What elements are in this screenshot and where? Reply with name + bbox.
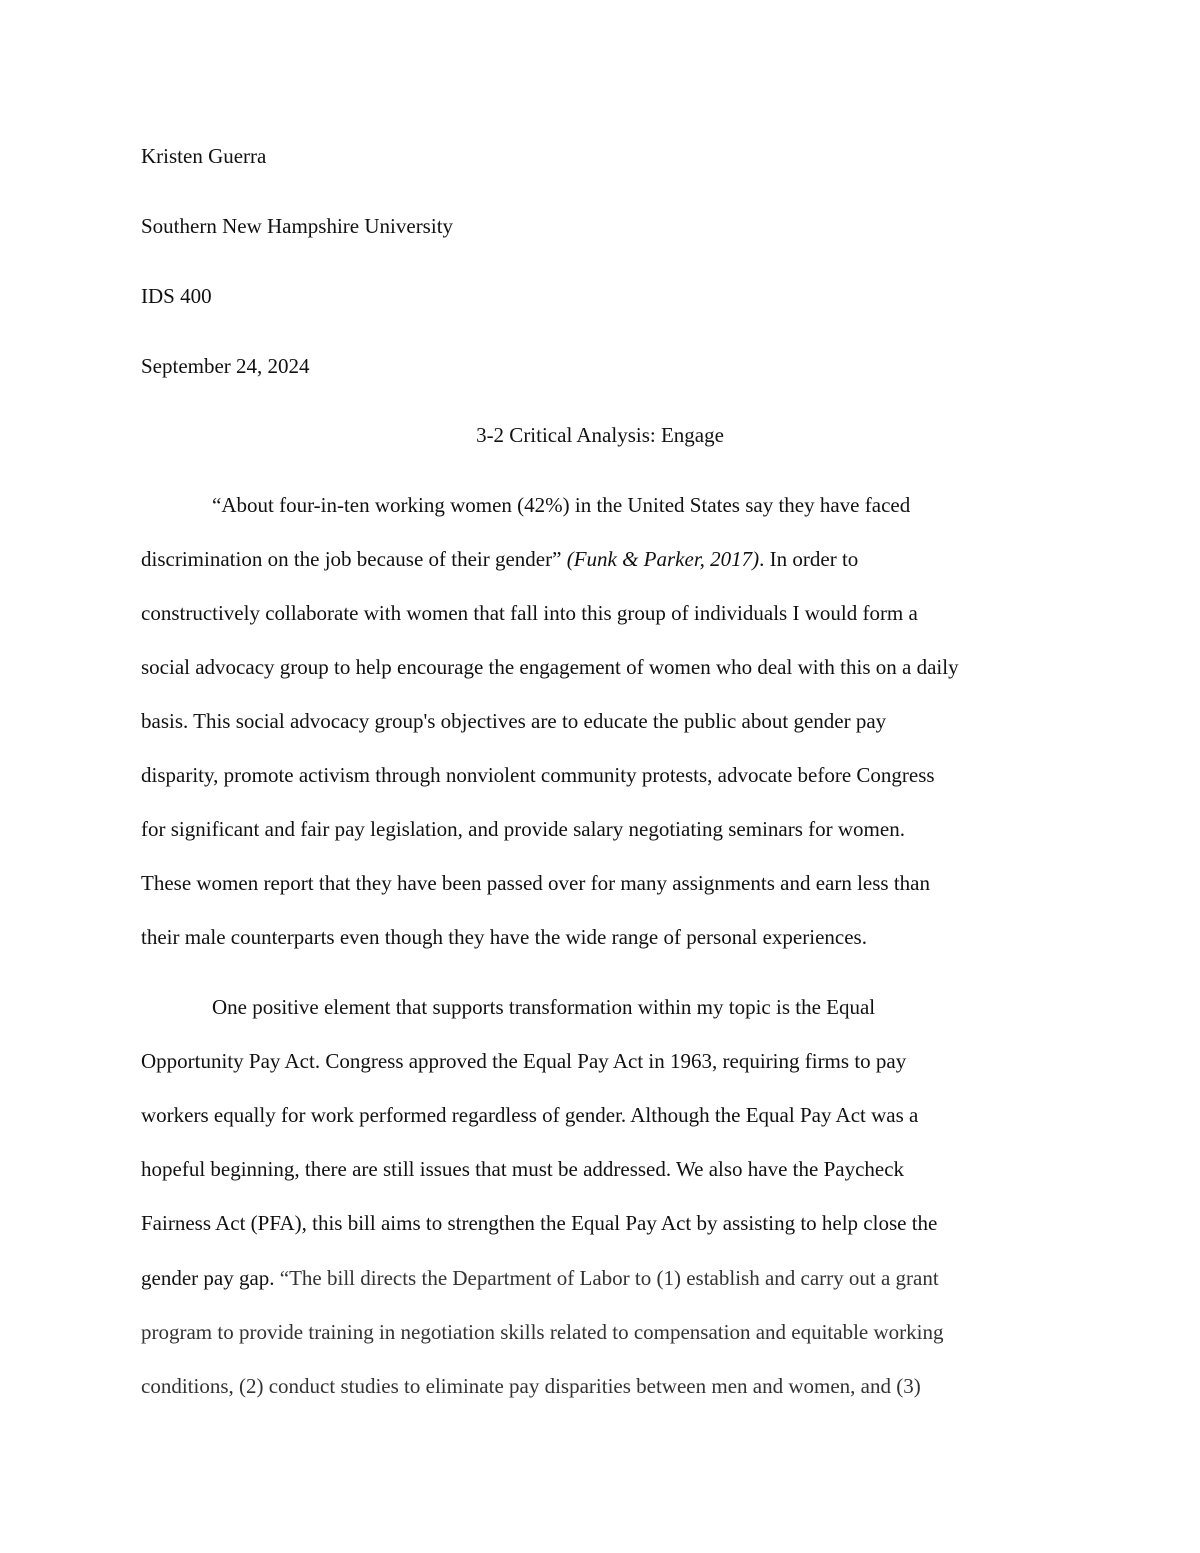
paragraph-line: their male counterparts even though they have the wide range of personal experiences. bbox=[141, 925, 867, 949]
author-name: Kristen Guerra bbox=[141, 144, 267, 168]
paragraph-line: for significant and fair pay legislation, and provide salary negotiating seminars for women. bbox=[141, 817, 905, 841]
paragraph-line: One positive element that supports transformation within my topic is the Equal bbox=[212, 995, 876, 1019]
paragraph-line bbox=[141, 1266, 1059, 1290]
submission-date: September 24, 2024 bbox=[141, 354, 310, 378]
institution-name: Southern New Hampshire University bbox=[141, 214, 454, 238]
course-code: IDS 400 bbox=[141, 284, 212, 308]
paragraph-line bbox=[141, 547, 1059, 571]
document-title: 3-2 Critical Analysis: Engage bbox=[476, 423, 724, 447]
paragraph-line: program to provide training in negotiation skills related to compensation and equitable working bbox=[141, 1320, 944, 1344]
paragraph-line: “About four-in-ten working women (42%) in the United States say they have faced bbox=[212, 493, 911, 517]
paragraph-line: conditions, (2) conduct studies to eliminate pay disparities between men and women, and (3) bbox=[141, 1374, 921, 1398]
paragraph-line: constructively collaborate with women that fall into this group of individuals I would form a bbox=[141, 601, 918, 625]
paragraph-line: hopeful beginning, there are still issues that must be addressed. We also have the Paycheck bbox=[141, 1157, 905, 1181]
paragraph-line: These women report that they have been passed over for many assignments and earn less than bbox=[141, 871, 930, 895]
paragraph-line: social advocacy group to help encourage the engagement of women who deal with this on a daily bbox=[141, 655, 959, 679]
paragraph-line: workers equally for work performed regardless of gender. Although the Equal Pay Act was a bbox=[141, 1103, 919, 1127]
paragraph-line: basis. This social advocacy group's objectives are to educate the public about gender pay bbox=[141, 709, 887, 733]
sentence-text: gender pay gap. bbox=[141, 1266, 280, 1290]
paragraph-line: Opportunity Pay Act. Congress approved the Equal Pay Act in 1963, requiring firms to pay bbox=[141, 1049, 907, 1073]
sentence-text: . In order to bbox=[759, 547, 859, 571]
quote-text: “The bill directs the Department of Labor to (1) establish and carry out a grant bbox=[279, 1266, 939, 1290]
paragraph-line: disparity, promote activism through nonviolent community protests, advocate before Congress bbox=[141, 763, 935, 787]
paragraph-line: Fairness Act (PFA), this bill aims to strengthen the Equal Pay Act by assisting to help close the bbox=[141, 1211, 938, 1235]
quote-text: discrimination on the job because of their gender” bbox=[141, 547, 567, 571]
citation: (Funk & Parker, 2017) bbox=[566, 547, 760, 571]
